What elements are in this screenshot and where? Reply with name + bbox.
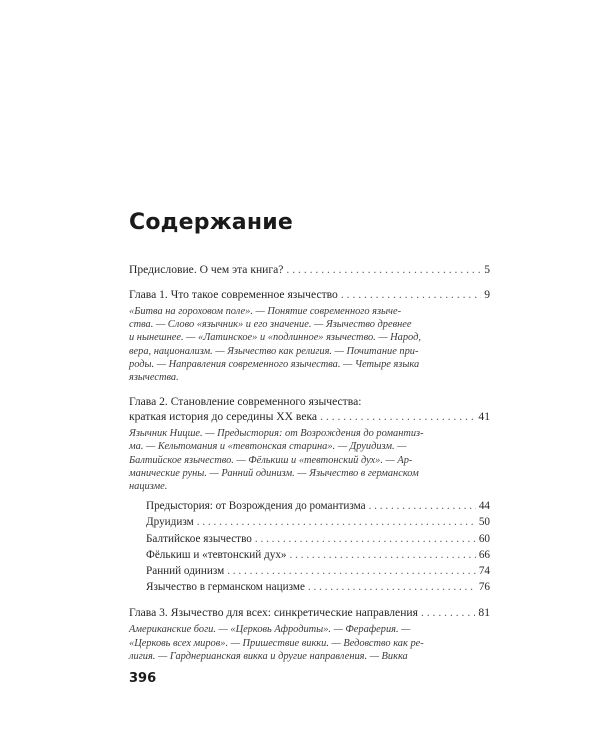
toc-entry-chapter-3[interactable]	[129, 605, 490, 620]
toc-entry-title: Балтийское язычество	[146, 532, 252, 545]
chapter-2-description	[129, 427, 490, 493]
toc-entry-page: 5	[484, 263, 490, 276]
toc-entry-page: 74	[478, 565, 490, 578]
toc-subentry[interactable]	[146, 498, 490, 514]
leader-dots	[320, 409, 475, 424]
toc-entry-page: 44	[478, 500, 490, 513]
toc-entry-page: 50	[478, 516, 490, 529]
toc-entry-chapter-1[interactable]	[129, 287, 490, 302]
chapter-3-description	[129, 623, 490, 663]
toc-entry-chapter-2-title-line1[interactable]: Глава 2. Становление современного язычества:	[129, 395, 362, 409]
toc-entry-page: 41	[478, 410, 490, 424]
toc-entry-title: Ранний одинизм	[146, 565, 225, 578]
page-number: 396	[129, 671, 157, 686]
leader-dots	[286, 262, 481, 277]
leader-dots	[255, 531, 476, 547]
toc-entry-page: 66	[478, 548, 490, 561]
description-line: язычества.	[129, 372, 179, 384]
description-line: «Церковь всех миров». — Пришествие викки. — Ведовство как ре-	[129, 637, 424, 649]
description-line: нацизме.	[129, 481, 168, 493]
description-line: «Битва на гороховом поле». — Понятие современного языче-	[129, 306, 402, 317]
chapter-2-subsections	[146, 498, 490, 595]
description-line: Американские боги. — «Церковь Афродиты». — Ферaферия. —	[129, 624, 411, 636]
toc-entry-title: Предыстория: от Возрождения до романтизма	[146, 500, 366, 513]
chapter-1-description	[129, 305, 490, 384]
description-line: ма. — Кельтомания и «тевтонская старина». — Друидизм. —	[129, 441, 407, 453]
toc-entry-chapter-2[interactable]	[129, 409, 490, 424]
description-line: Язычник Ницше. — Предыстория: от Возрождения до романтиз-	[129, 428, 424, 440]
leader-dots	[308, 579, 476, 595]
leader-dots	[369, 498, 476, 514]
toc-chapter-3	[129, 605, 490, 663]
leader-dots	[290, 547, 476, 563]
description-line: вера, национализм. — Язычество как религия. — Почитание при-	[129, 345, 419, 357]
toc-entry-preface[interactable]	[129, 262, 490, 277]
leader-dots	[227, 563, 476, 579]
description-line: Балтийское язычество. — Фёлькиш и «тевтонский дух». — Ар-	[129, 454, 413, 466]
toc-chapter-2	[129, 394, 490, 595]
leader-dots	[197, 514, 476, 530]
toc-subentry[interactable]	[146, 531, 490, 547]
description-line: манические руны. — Ранний одинизм. — Язычество в германском	[129, 467, 419, 479]
toc-entry-title: Глава 1. Что такое современное язычество	[129, 288, 338, 301]
toc-entry-page: 81	[478, 606, 490, 620]
toc-subentry[interactable]	[146, 563, 490, 579]
toc-entry-page: 9	[484, 288, 490, 301]
toc-entry-title: Предисловие. О чем эта книга?	[129, 263, 284, 276]
toc-subentry[interactable]	[146, 579, 490, 595]
description-line: и нынешнее. — «Латинское» и «подлинное» язычество. — Народ,	[129, 332, 421, 344]
toc-entry-page: 60	[478, 532, 490, 545]
toc-entry-title: Друидизм	[146, 516, 194, 529]
leader-dots	[341, 287, 481, 302]
description-line: роды. — Направления современного язычества. — Четыре языка	[129, 358, 420, 370]
toc-chapter-1	[129, 287, 490, 384]
toc-entry-title: Фёлькиш и «тевтонский дух»	[146, 548, 287, 561]
leader-dots	[421, 605, 475, 620]
toc-subentry[interactable]	[146, 547, 490, 563]
description-line: лигия. — Гарднерианская викка и другие направления. — Викка	[129, 650, 408, 662]
description-line: ства. — Слово «язычник» и его значение. — Язычество древнее	[129, 319, 412, 331]
table-of-contents	[129, 262, 490, 663]
toc-entry-title: краткая история до середины XX века	[129, 410, 318, 424]
toc-subentry[interactable]	[146, 514, 490, 530]
toc-heading: Содержание	[129, 210, 293, 235]
toc-entry-title: Глава 3. Язычество для всех: синкретические направления	[129, 606, 418, 620]
toc-entry-page: 76	[478, 581, 490, 594]
toc-entry-title: Язычество в германском нацизме	[146, 581, 305, 594]
